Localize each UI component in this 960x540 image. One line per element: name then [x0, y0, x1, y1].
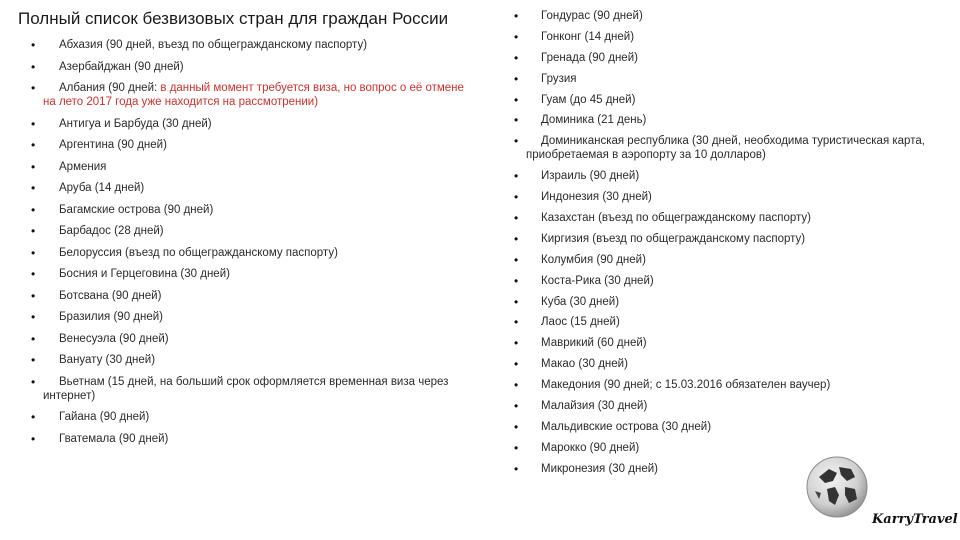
list-item: • Куба (30 дней) — [508, 295, 948, 309]
list-item: • Гуам (до 45 дней) — [508, 93, 948, 107]
list-item: • Израиль (90 дней) — [508, 169, 948, 183]
list-item: • Малайзия (30 дней) — [508, 399, 948, 413]
list-item: • Индонезия (30 дней) — [508, 190, 948, 204]
list-item: • Венесуэла (90 дней) — [23, 332, 503, 346]
list-item: • Антигуа и Барбуда (30 дней) — [23, 117, 503, 131]
list-item: • Лаос (15 дней) — [508, 315, 948, 329]
visa-note: в данный момент требуется виза, но вопрос о её отмене — [160, 82, 464, 94]
list-item: • Гренада (90 дней) — [508, 51, 948, 65]
list-item: • Аргентина (90 дней) — [23, 138, 503, 152]
list-item: • Ботсвана (90 дней) — [23, 289, 503, 303]
list-item: • Киргизия (въезд по общегражданскому паспорту) — [508, 232, 948, 246]
list-item: • Босния и Герцеговина (30 дней) — [23, 267, 503, 281]
list-item: • Македония (90 дней; с 15.03.2016 обязателен ваучер) — [508, 378, 948, 392]
list-item: • Албания (90 дней: в данный момент требуется виза, но вопрос о её отмене на лето 2017 года уже находится на рассмотрении) — [23, 81, 503, 109]
list-item: • Колумбия (90 дней) — [508, 253, 948, 267]
list-item: • Казахстан (въезд по общегражданскому паспорту) — [508, 211, 948, 225]
list-item: • Гонконг (14 дней) — [508, 30, 948, 44]
list-item: • Гондурас (90 дней) — [508, 9, 948, 23]
visa-note-continuation: на лето 2017 года уже находится на рассмотрении) — [43, 96, 319, 108]
list-item: • Армения — [23, 160, 503, 174]
list-item: • Бразилия (90 дней) — [23, 310, 503, 324]
list-item: • Доминика (21 день) — [508, 113, 948, 127]
list-item: • Багамские острова (90 дней) — [23, 203, 503, 217]
list-item: • Азербайджан (90 дней) — [23, 60, 503, 74]
list-item: • Гайана (90 дней) — [23, 410, 503, 424]
list-item: • Вьетнам (15 дней, на больший срок оформляется временная виза через интернет) — [23, 375, 503, 403]
list-item: • Мальдивские острова (30 дней) — [508, 420, 948, 434]
list-item: • Микронезия (30 дней) — [508, 462, 948, 476]
list-item: • Грузия — [508, 72, 948, 86]
list-item: • Гватемала (90 дней) — [23, 432, 503, 446]
list-item: • Макао (30 дней) — [508, 357, 948, 371]
list-item: • Барбадос (28 дней) — [23, 224, 503, 238]
country-list-right — [508, 9, 948, 483]
list-item: • Аруба (14 дней) — [23, 181, 503, 195]
list-item: • Марокко (90 дней) — [508, 441, 948, 455]
list-item: • Вануату (30 дней) — [23, 353, 503, 367]
list-item: • Белоруссия (въезд по общегражданскому паспорту) — [23, 246, 503, 260]
list-item: • Маврикий (60 дней) — [508, 336, 948, 350]
list-item: • Доминиканская республика (30 дней, необходима туристическая карта, приобретаемая в аэропорту за 10 долларов) — [508, 134, 948, 162]
page-title: Полный список безвизовых стран для граждан России — [18, 9, 449, 28]
globe-icon — [805, 455, 869, 519]
list-item: • Абхазия (90 дней, въезд по общегражданскому паспорту) — [23, 38, 503, 52]
brand-logo: KarryTravel — [872, 512, 958, 527]
country-list-left — [23, 38, 503, 453]
list-item: • Коста-Рика (30 дней) — [508, 274, 948, 288]
